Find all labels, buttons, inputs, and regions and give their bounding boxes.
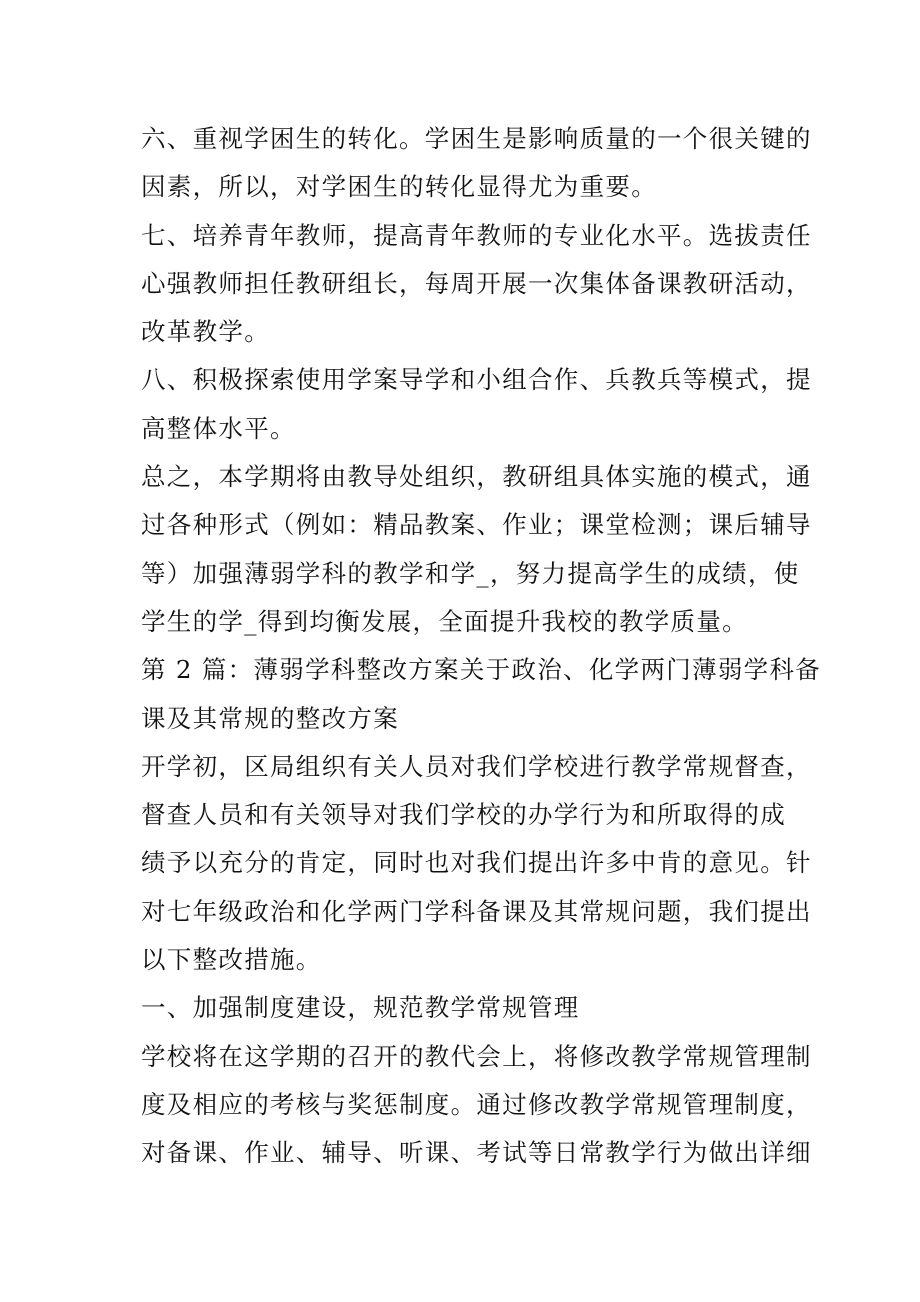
text-line: 对七年级政治和化学两门学科备课及其常规问题，我们提出 <box>141 896 812 926</box>
text-line: 改革教学。 <box>141 317 270 347</box>
section-heading-line: 第 2 篇：薄弱学科整改方案关于政治、化学两门薄弱学科备 <box>141 655 822 685</box>
text-line: 学生的学_得到均衡发展，全面提升我校的教学质量。 <box>141 606 748 636</box>
text-line: 对备课、作业、辅导、听课、考试等日常教学行为做出详细 <box>141 1138 812 1168</box>
text-line: 因素，所以，对学困生的转化显得尤为重要。 <box>141 172 657 202</box>
text-line: 高整体水平。 <box>141 413 296 443</box>
text-line: 以下整改措施。 <box>141 945 322 975</box>
text-line: 总之，本学期将由教导处组织，教研组具体实施的模式，通 <box>141 462 812 492</box>
text-line: 八、积极探索使用学案导学和小组合作、兵教兵等模式，提 <box>141 365 812 395</box>
subheading-line: 一、加强制度建设，规范教学常规管理 <box>141 993 580 1023</box>
text-line: 学校将在这学期的召开的教代会上，将修改教学常规管理制 <box>141 1041 812 1071</box>
text-line: 绩予以充分的肯定，同时也对我们提出许多中肯的意见。针 <box>141 848 812 878</box>
document-body <box>141 115 822 1178</box>
text-line: 六、重视学困生的转化。学困生是影响质量的一个很关键的 <box>141 124 812 153</box>
text-line: 过各种形式（例如：精品教案、作业；课堂检测；课后辅导 <box>141 510 812 540</box>
text-line: 等）加强薄弱学科的教学和学_，努力提高学生的成绩，使 <box>141 558 800 588</box>
text-line: 督查人员和有关领导对我们学校的办学行为和所取得的成 <box>141 800 786 830</box>
section-heading-line: 课及其常规的整改方案 <box>141 703 399 733</box>
text-line: 心强教师担任教研组长，每周开展一次集体备课教研活动， <box>141 268 812 298</box>
text-line: 开学初，区局组织有关人员对我们学校进行教学常规督查， <box>141 751 812 781</box>
text-line: 七、培养青年教师，提高青年教师的专业化水平。选拔责任 <box>141 220 812 250</box>
text-line: 度及相应的考核与奖惩制度。通过修改教学常规管理制度， <box>141 1089 812 1119</box>
